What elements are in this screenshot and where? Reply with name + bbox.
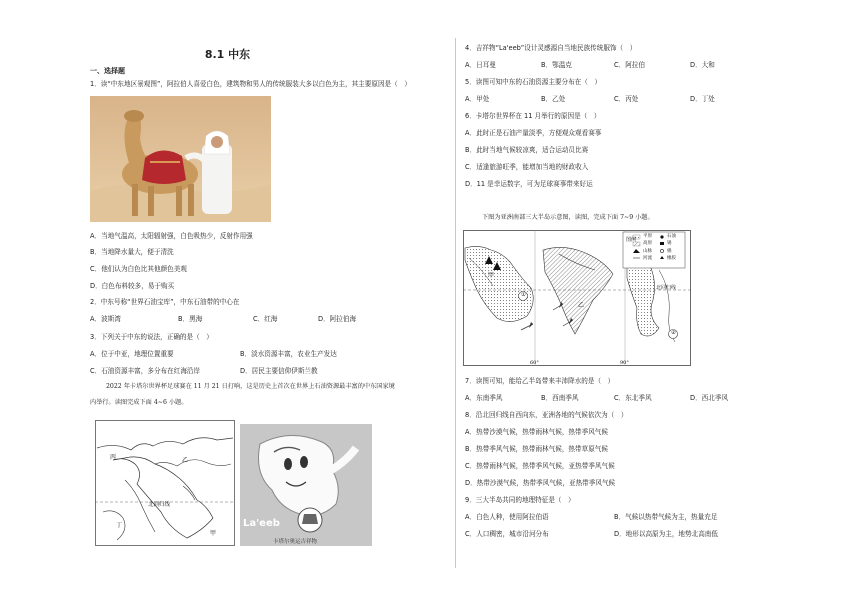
q6-stem: 6．卡塔尔世界杯在 11 月举行的原因是（ ） [465, 112, 601, 120]
q4-stem: 4．吉祥物“La'eeb”设计灵感源自当地民族传统服饰（ ） [465, 44, 637, 52]
map2-label-lon90: 90° [620, 360, 629, 366]
q8-option-d: D．热带沙漠气候，热带季风气候，亚热带季风气候 [465, 479, 616, 487]
q5-option-c: C．丙处 [614, 95, 639, 103]
map1-label-ding: 丁 [116, 522, 123, 529]
q3-option-a: A．位于中亚，地理位置重要 [90, 350, 174, 358]
legend-oil: 石油 [667, 234, 676, 239]
q9-option-d: D．地形以高原为主，地势北高南低 [614, 530, 718, 538]
map2-label-jia: 甲 [488, 272, 495, 279]
legend-plateau: 高原 [643, 241, 652, 246]
q7-option-a: A．东南季风 [465, 394, 503, 402]
q3-option-c: C．石油资源丰富，多分布在红海沿岸 [90, 367, 201, 375]
q6-option-d: D．11 是幸运数字，可为足球赛事带来好运 [465, 180, 593, 188]
q5-option-d: D．丁处 [690, 95, 715, 103]
q3-stem: 3．下列关于中东的说法，正确的是（ ） [90, 333, 213, 341]
q5-stem: 5．读图可知中东的石油资源主要分布在（ ） [465, 78, 602, 86]
q7-stem: 7．读图可知，能给乙半岛带来丰沛降水的是（ ） [465, 377, 615, 385]
q8-option-a: A．热带沙漠气候，热带雨林气候，热带季风气候 [465, 428, 608, 436]
q6-option-a: A．此时正是石油产量淡季，方便观众观看赛事 [465, 129, 602, 137]
page-title: 8.1 中东 [204, 48, 251, 61]
q1-option-b: B．当地降水量大，便于清洗 [90, 248, 174, 256]
q1-option-c: C．他们认为白色比其他颜色美观 [90, 265, 187, 273]
middle-east-landscape-photo [90, 96, 271, 222]
passage1-line1: 2022 年卡塔尔世界杯足球赛在 11 月 21 日打响，这是历史上首次在世界上石油资源最丰富的中东国家境 [106, 383, 395, 390]
q7-option-c: C．东北季风 [614, 394, 652, 402]
q2-option-a: A．波斯湾 [90, 315, 121, 323]
map1-label-jia: 甲 [210, 530, 217, 537]
q4-option-a: A．日耳曼 [465, 61, 496, 69]
column-divider [455, 38, 456, 568]
map2-label-tropic: 北回归线 [656, 285, 677, 291]
q6-option-b: B．此时当地气候较凉爽，适合运动员比赛 [465, 146, 589, 154]
q7-option-b: B．西南季风 [541, 394, 579, 402]
map2-label-yi: 乙 [578, 302, 585, 309]
q3-option-d: D．居民主要信仰伊斯兰教 [240, 367, 318, 375]
map1-label-bing: 丙 [110, 454, 117, 461]
q8-stem: 8．沿北回归线自西向东，亚洲各地的气候依次为（ ） [465, 411, 628, 419]
passage2: 下图为亚洲南部三大半岛示意图，读图，完成下面 7~9 小题。 [482, 214, 654, 221]
q2-option-c: C．红海 [253, 315, 278, 323]
q4-option-c: C．阿拉伯 [614, 61, 645, 69]
legend-river: 河流 [643, 256, 652, 261]
q2-stem: 2．中东号称“世界石油宝库”，中东石油带的中心在 [90, 298, 240, 306]
q9-option-b: B．气候以热带气候为主，热量充足 [614, 513, 718, 521]
q9-option-c: C．人口稠密，城市沿河分布 [465, 530, 549, 538]
legend-mountain: 山脉 [643, 249, 652, 254]
passage1-line2: 内举行。读图完成下面 4~6 小题。 [90, 399, 188, 406]
map2-label-1: ① [521, 292, 526, 298]
q2-option-b: B．黑海 [178, 315, 203, 323]
legend-rubber: 橡胶 [667, 256, 676, 261]
legend-tin: 锡 [667, 241, 672, 246]
section-heading: 一、选择题 [90, 67, 125, 75]
q8-option-c: C．热带雨林气候，热带季风气候，亚热带季风气候 [465, 462, 615, 470]
q5-option-a: A．甲处 [465, 95, 490, 103]
legend-cotton: 棉 [667, 249, 672, 254]
q6-option-c: C．适逢旅游旺季，能增加当地的财政收入 [465, 163, 589, 171]
mascot-caption: 卡塔尔奥运吉祥物 [273, 539, 318, 545]
q1-option-a: A．当地气温高，太阳辐射强，白色吸热少，反射作用强 [90, 232, 253, 240]
q1-stem: 1．读“中东地区景观图”，阿拉伯人喜爱白色，建筑物和男人的传统服装大多以白色为主，其主要原因是（ ） [90, 80, 411, 88]
q4-option-d: D．大和 [690, 61, 715, 69]
q9-option-a: A．白色人种，使用阿拉伯语 [465, 513, 549, 521]
q7-option-d: D．西北季风 [690, 394, 729, 402]
map2-label-2: ② [671, 330, 676, 336]
map1-label-yi: 乙 [182, 457, 189, 464]
map2-label-lon60: 60° [530, 360, 539, 366]
q8-option-b: B．热带季风气候，热带雨林气候，热带草原气候 [465, 445, 608, 453]
q3-option-b: B．淡水资源丰富，农业生产发达 [240, 350, 337, 358]
map2-legend-title: 图例 [626, 237, 637, 243]
q9-stem: 9．三大半岛共同的地理特征是（ ） [465, 496, 575, 504]
q2-option-d: D．阿拉伯海 [318, 315, 357, 323]
south-asia-peninsulas-map [463, 230, 691, 366]
q5-option-b: B．乙处 [541, 95, 566, 103]
legend-plain: 平原 [643, 234, 652, 239]
q4-option-b: B．鄂温克 [541, 61, 572, 69]
map1-label-tropic: 北回归线 [148, 502, 171, 508]
mascot-name: La'eeb [243, 518, 280, 529]
q1-option-d: D．白色布料较多，易于购买 [90, 282, 175, 290]
